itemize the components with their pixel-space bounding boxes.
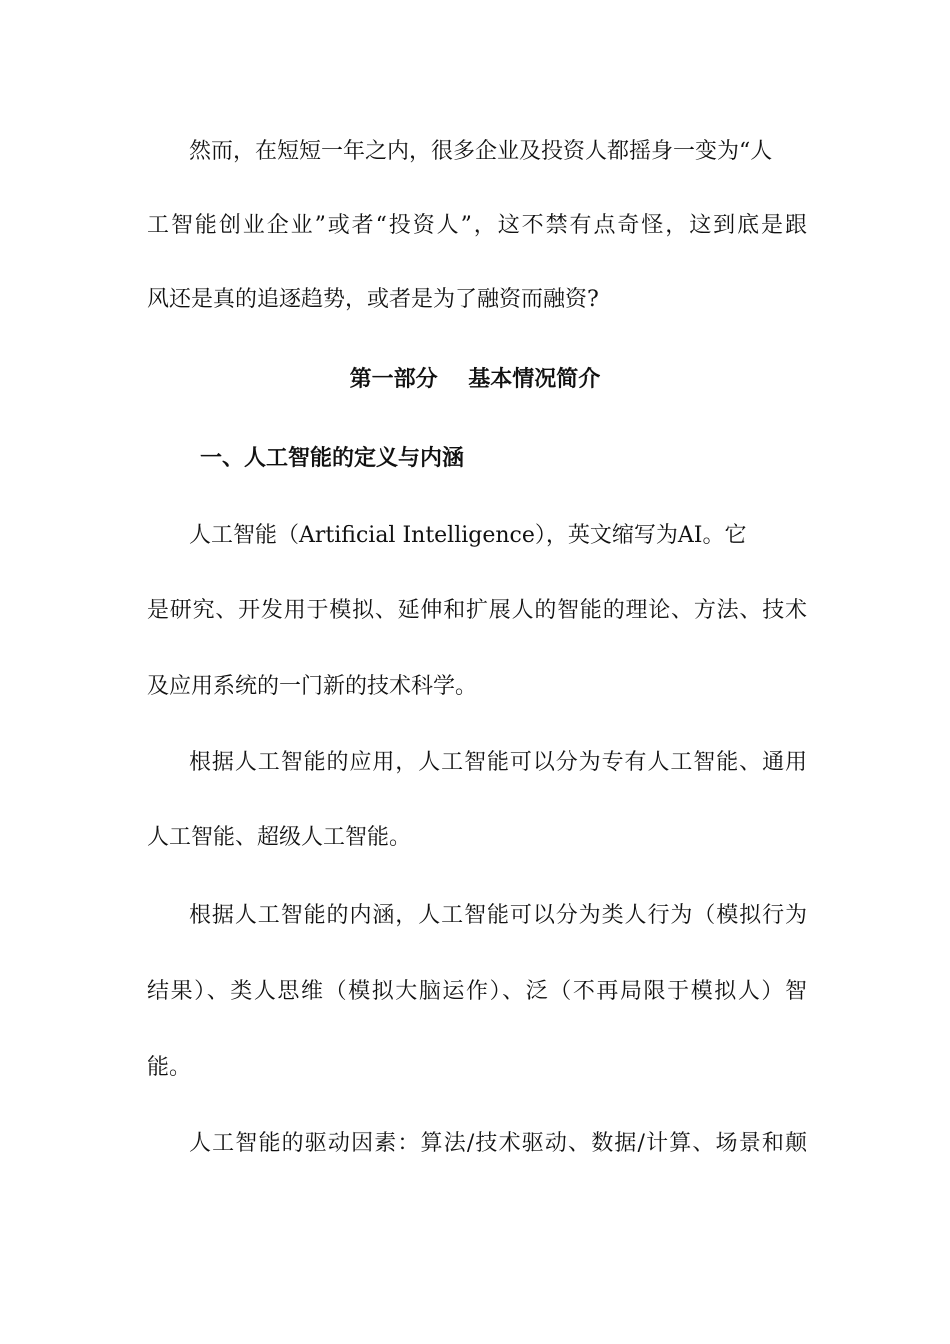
paragraph-line: 人工智能（Artificial Intelligence），英文缩写为AI。它 — [189, 523, 747, 548]
paragraph-line: 结果）、类人思维（模拟大脑运作）、泛（不再局限于模拟人）智 — [147, 979, 807, 1004]
section-heading: 一、人工智能的定义与内涵 — [200, 445, 465, 471]
paragraph-line: 能。 — [147, 1055, 192, 1080]
paragraph-line: 人工智能的驱动因素：算法/技术驱动、数据/计算、场景和颠 — [189, 1131, 807, 1156]
paragraph-line: 根据人工智能的内涵，人工智能可以分为类人行为（模拟行为 — [189, 903, 807, 928]
part-heading: 第一部分 基本情况简介 — [349, 366, 601, 392]
paragraph-line: 是研究、开发用于模拟、延伸和扩展人的智能的理论、方法、技术 — [147, 598, 807, 623]
paragraph-line: 根据人工智能的应用，人工智能可以分为专有人工智能、通用 — [189, 750, 807, 775]
paragraph-line: 及应用系统的一门新的技术科学。 — [147, 674, 478, 699]
paragraph-line: 工智能创业企业”或者“投资人”，这不禁有点奇怪，这到底是跟 — [147, 213, 807, 238]
paragraph-line: 风还是真的追逐趋势，或者是为了融资而融资? — [147, 287, 599, 312]
paragraph-line: 人工智能、超级人工智能。 — [147, 825, 412, 850]
paragraph-line: 然而，在短短一年之内，很多企业及投资人都摇身一变为“人 — [189, 139, 773, 164]
